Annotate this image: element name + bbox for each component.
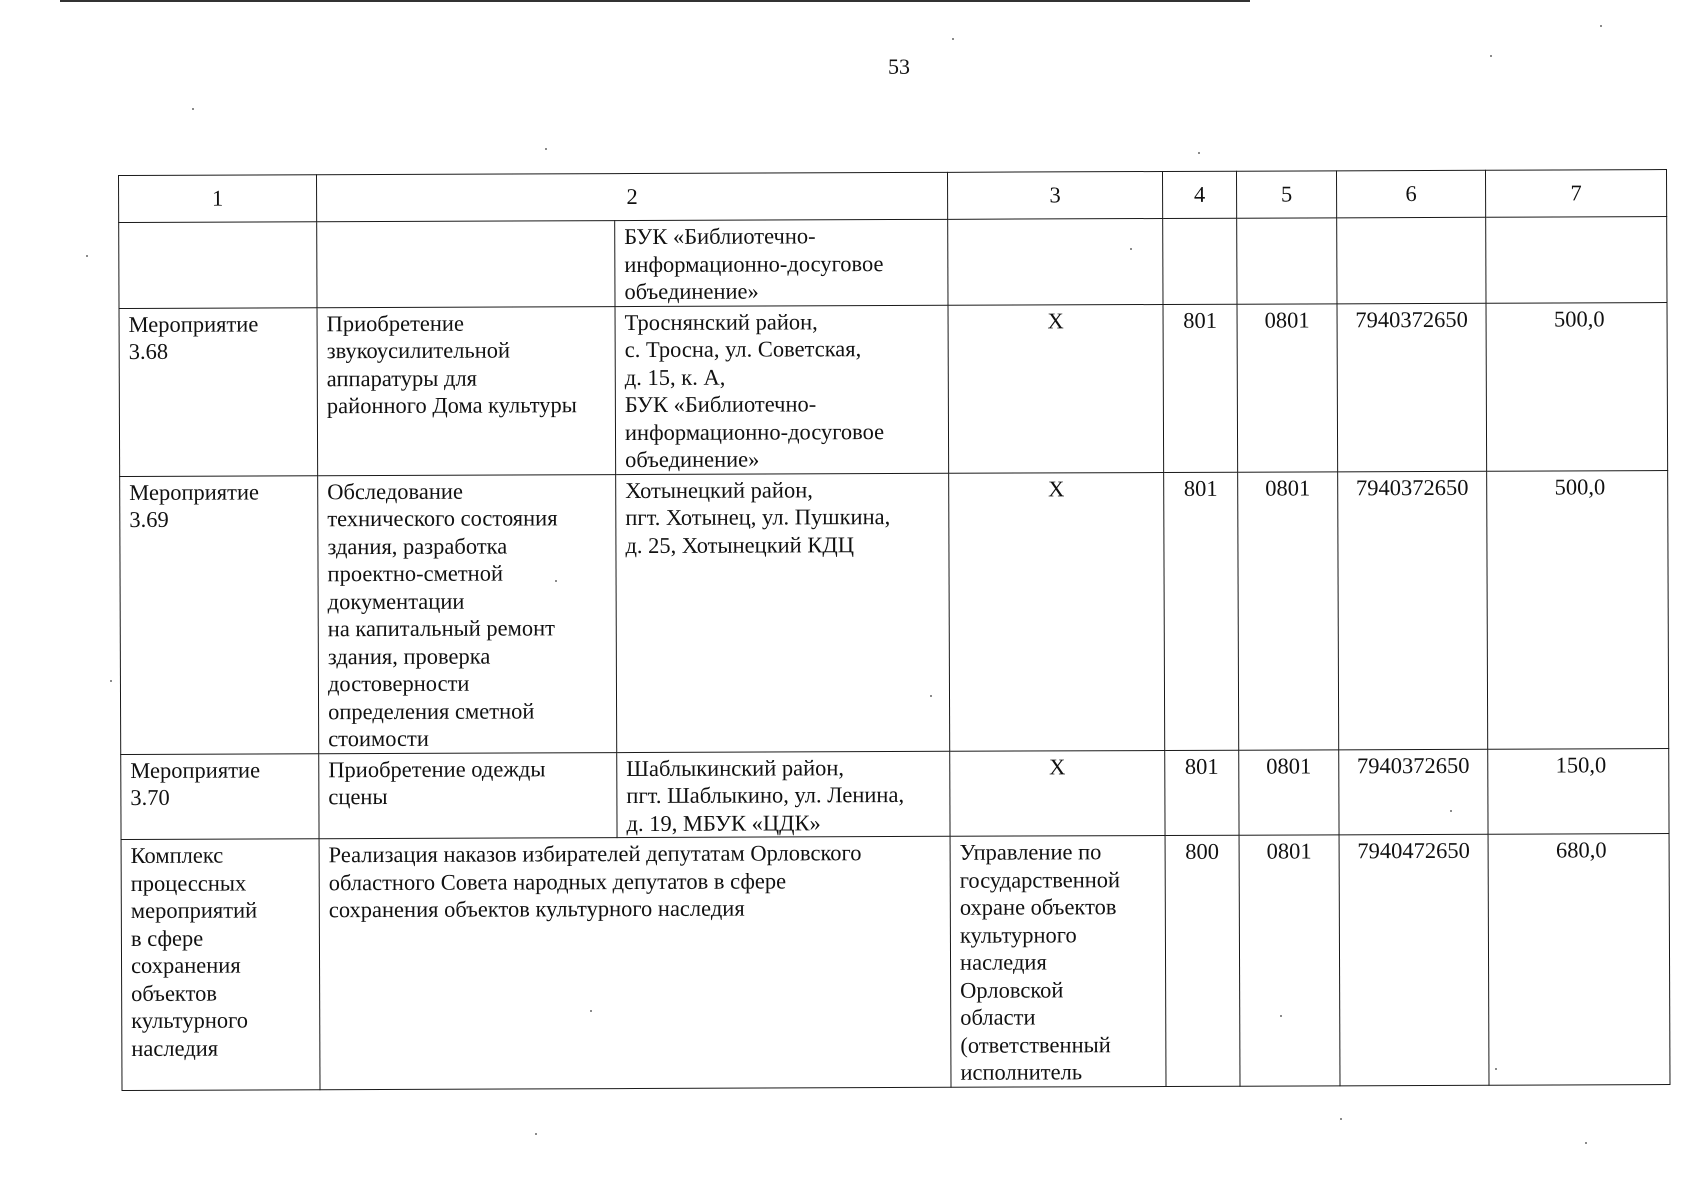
row-code-6: 7940372650 <box>1338 471 1488 750</box>
row-code-5: 0801 <box>1238 471 1339 749</box>
row-amount: 680,0 <box>1488 834 1670 1085</box>
header-col-1: 1 <box>119 175 317 223</box>
row-code-6: 7940372650 <box>1337 303 1487 472</box>
row-location: Шаблыкинский район, пгт. Шаблыкино, ул. Ленина, д. 19, МБУК «ЦДК» <box>617 751 950 838</box>
row-executor: Х <box>948 304 1164 473</box>
header-row <box>119 170 1667 223</box>
row-description: Реализация наказов избирателей депутатам Орловского областного Совета народных депутатов в сфере сохранения объектов культурного наследия <box>319 836 951 1089</box>
row-code-5: 0801 <box>1239 835 1340 1086</box>
scan-speck <box>192 108 194 110</box>
row-location: Хотынецкий район, пгт. Хотынец, ул. Пушкина, д. 25, Хотынецкий КДЦ <box>616 473 950 752</box>
row-amount <box>1486 217 1667 303</box>
header-col-2: 2 <box>317 172 948 221</box>
row-executor <box>948 218 1163 304</box>
row-executor: Х <box>949 472 1165 751</box>
table-row <box>120 470 1669 754</box>
scan-speck <box>1198 152 1200 154</box>
table-row <box>119 217 1667 308</box>
row-code-6: 7940372650 <box>1339 749 1488 835</box>
row-label: Мероприятие 3.68 <box>119 307 318 476</box>
row-label <box>119 222 317 308</box>
row-executor: Х <box>950 750 1165 836</box>
row-amount: 500,0 <box>1486 302 1668 471</box>
scan-speck <box>535 1133 537 1135</box>
row-executor: Управление по государственной охране объектов культурного наследия Орловской области (ответственный исполнитель <box>950 835 1166 1086</box>
row-code-5: 0801 <box>1239 749 1339 835</box>
row-amount: 150,0 <box>1488 748 1669 834</box>
scan-speck <box>1585 1142 1587 1144</box>
scan-speck <box>86 255 88 257</box>
row-description: Обследование технического состояния здания, разработка проектно-сметной документации на капитальный ремонт здания, проверка достоверности определения сметной стоимости <box>318 474 617 753</box>
scan-speck <box>545 148 547 150</box>
row-code-4: 801 <box>1163 304 1238 472</box>
row-location: Троснянский район, с. Тросна, ул. Советская, д. 15, к. А, БУК «Библиотечно- информационно-досуговое объединение» <box>615 305 949 474</box>
table-row <box>121 748 1669 839</box>
table-row <box>119 302 1668 476</box>
row-code-5: 0801 <box>1237 303 1338 471</box>
row-location: БУК «Библиотечно- информационно-досуговое объединение» <box>615 219 948 306</box>
row-description: Приобретение звукоусилительной аппаратуры для районного Дома культуры <box>317 306 616 475</box>
row-label: Комплекс процессных мероприятий в сфере сохранения объектов культурного наследия <box>121 839 320 1090</box>
scan-speck <box>952 38 954 40</box>
row-label: Мероприятие 3.69 <box>120 475 319 754</box>
header-col-3: 3 <box>947 171 1162 219</box>
scan-speck <box>110 680 112 682</box>
page-number: 53 <box>888 54 910 79</box>
row-code-4: 800 <box>1165 835 1240 1086</box>
budget-table <box>118 169 1671 1090</box>
scan-speck <box>1490 55 1492 57</box>
row-label: Мероприятие 3.70 <box>121 753 319 839</box>
row-code-6 <box>1337 217 1486 303</box>
row-code-4: 801 <box>1164 472 1239 750</box>
scan-speck <box>1600 25 1602 27</box>
row-code-4: 801 <box>1165 750 1239 836</box>
top-rule <box>60 0 1250 2</box>
header-col-5: 5 <box>1236 171 1336 218</box>
row-code-5 <box>1237 218 1337 304</box>
table-row <box>121 834 1670 1090</box>
header-col-7: 7 <box>1485 170 1666 218</box>
row-description <box>317 221 615 308</box>
header-col-4: 4 <box>1162 171 1236 218</box>
header-col-6: 6 <box>1336 170 1485 218</box>
row-code-4 <box>1163 218 1237 304</box>
row-description: Приобретение одежды сцены <box>319 752 617 839</box>
scan-speck <box>1340 1118 1342 1120</box>
row-amount: 500,0 <box>1487 470 1669 749</box>
row-code-6: 7940472650 <box>1339 834 1489 1085</box>
